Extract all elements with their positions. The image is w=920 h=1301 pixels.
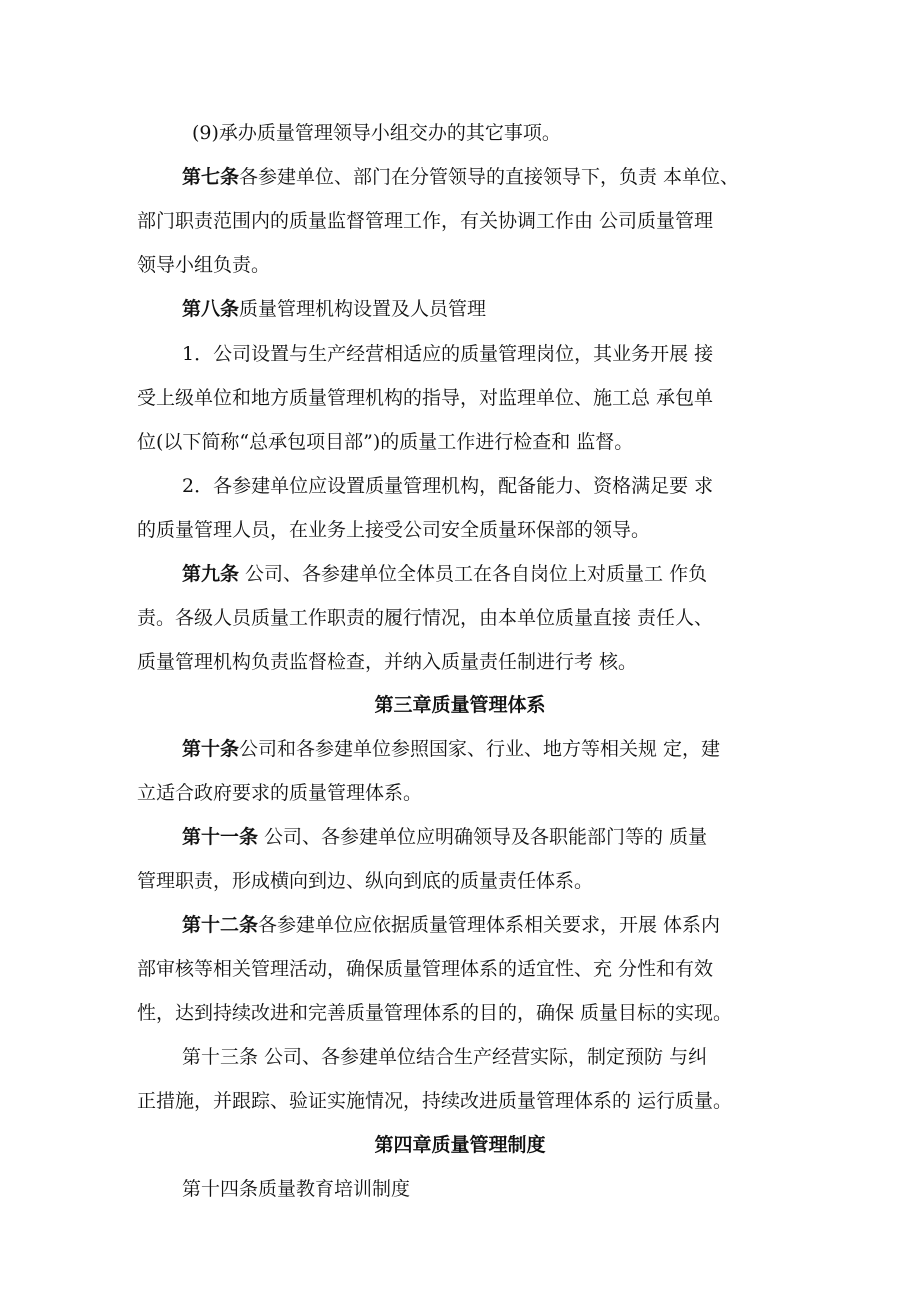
article-text: 公司和各参建单位参照国家、行业、地方等相关规 定，建	[239, 738, 721, 760]
paragraph-line	[182, 296, 920, 322]
paragraph-line: 位(以下简称“总承包项目部”)的质量工作进行检查和 监督。	[137, 431, 634, 453]
article-label: 第八条	[182, 298, 240, 320]
article-text: 各参建单位、部门在分管领导的直接领导下，负责 本单位、	[239, 166, 740, 188]
paragraph-line: 部审核等相关管理活动，确保质量管理体系的适宜性、充 分性和有效	[137, 958, 714, 980]
paragraph-line: 性，达到持续改进和完善质量管理体系的目的，确保 质量目标的实现。	[137, 1002, 733, 1024]
article-text: 公司、各参建单位应明确领导及各职能部门等的 质量	[258, 826, 708, 848]
paragraph-line	[182, 912, 920, 938]
paragraph-line	[182, 736, 920, 762]
paragraph-line: 第十四条质量教育培训制度	[182, 1178, 411, 1200]
paragraph-line: 质量管理机构负责监督检查，并纳入质量责任制进行考 核。	[137, 651, 638, 673]
chapter-heading: 第三章质量管理体系	[374, 694, 546, 716]
article-text: 各参建单位应依据质量管理体系相关要求，开展 体系内	[258, 914, 721, 936]
paragraph-line: 第十三条 公司、各参建单位结合生产经营实际，制定预防 与纠	[182, 1046, 708, 1068]
paragraph-line: 领导小组负责。	[137, 254, 271, 276]
paragraph-line: 责。各级人员质量工作职责的履行情况，由本单位质量直接 责任人、	[137, 607, 714, 629]
paragraph-line: 立适合政府要求的质量管理体系。	[137, 782, 423, 804]
paragraph-line: 部门职责范围内的质量监督管理工作，有关协调工作由 公司质量管理	[137, 210, 714, 232]
paragraph-line: 正措施，并跟踪、验证实施情况，持续改进质量管理体系的 运行质量。	[137, 1090, 733, 1112]
paragraph-line: 2．各参建单位应设置质量管理机构，配备能力、资格满足要 求	[182, 475, 714, 497]
paragraph-line	[182, 561, 920, 587]
paragraph-line: (9)承办质量管理领导小组交办的其它事项。	[192, 122, 561, 144]
paragraph-line: 受上级单位和地方质量管理机构的指导，对监理单位、施工总 承包单	[137, 387, 714, 409]
article-label: 第九条	[182, 563, 240, 585]
paragraph-line	[182, 164, 920, 190]
article-label: 第七条	[182, 166, 240, 188]
article-label: 第十一条	[182, 826, 259, 848]
article-label: 第十二条	[182, 914, 259, 936]
paragraph-line: 的质量管理人员，在业务上接受公司安全质量环保部的领导。	[137, 519, 651, 541]
article-text: 质量管理机构设置及人员管理	[239, 298, 487, 320]
chapter-heading: 第四章质量管理制度	[374, 1134, 546, 1156]
article-label: 第十条	[182, 738, 240, 760]
paragraph-line	[182, 824, 920, 850]
article-text: 公司、各参建单位全体员工在各自岗位上对质量工 作负	[239, 563, 708, 585]
paragraph-line: 1．公司设置与生产经营相适应的质量管理岗位，其业务开展 接	[182, 343, 714, 365]
paragraph-line: 管理职责，形成横向到边、纵向到底的质量责任体系。	[137, 870, 594, 892]
